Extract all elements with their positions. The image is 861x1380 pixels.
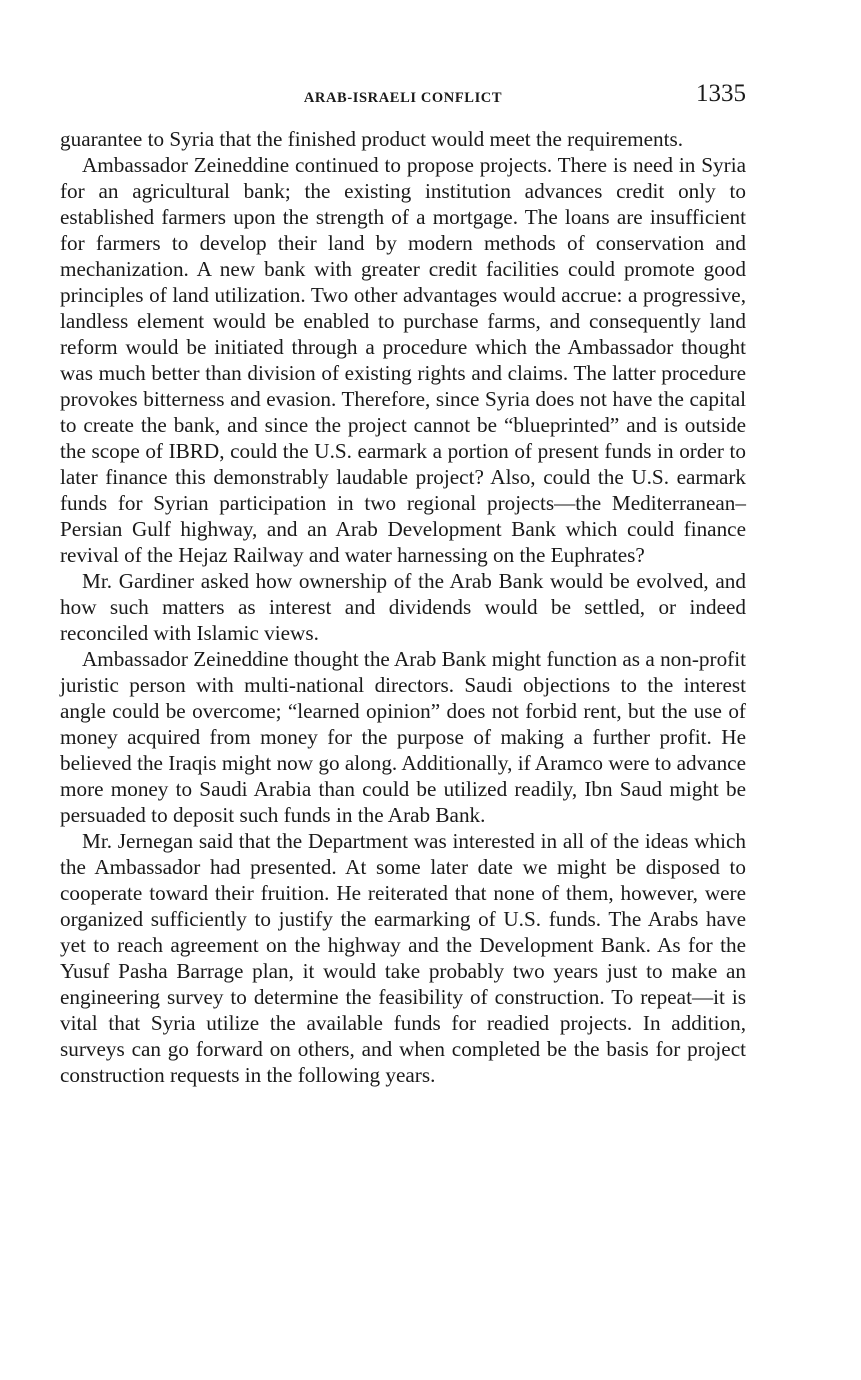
paragraph-arab-bank-function: Ambassador Zeineddine thought the Arab Bank might function as a non-profit juristic person with multi-national directors. Saudi objections to the interest angle could be overcome; “learned opinion” does not forbid rent, but the use of money acquired from money for the purpose of making a further profit. He believed the Iraqis might now go along. Additionally, if Aramco were to advance more money to Saudi Arabia than could be utilized readily, Ibn Saud might be persuaded to deposit such funds in the Arab Bank. [60,647,746,827]
paragraph-continued: guarantee to Syria that the finished product would meet the requirements. [60,127,684,151]
page-number: 1335 [696,80,746,107]
paragraph-agricultural-bank-proposal: Ambassador Zeineddine continued to propose projects. There is need in Syria for an agricultural bank; the existing institution advances credit only to established farmers upon the strength of a mortgage. The loans are insufficient for farmers to develop their land by modern methods of conservation and mechanization. A new bank with greater credit facilities could promote good principles of land utilization. Two other advantages would accrue: a progressive, landless element would be enabled to purchase farms, and consequently land reform would be initiated through a procedure which the Ambassador thought was much better than division of existing rights and claims. The latter procedure provokes bitterness and evasion. Therefore, since Syria does not have the capital to create the bank, and since the project cannot be “blueprinted” and is outside the scope of IBRD, could the U.S. earmark a portion of present funds in order to later finance this demonstrably laudable project? Also, could the U.S. earmark funds for Syrian participation in two regional projects—the Mediterranean–Persian Gulf highway, and an Arab Development Bank which could finance revival of the Hejaz Railway and water harnessing on the Euphrates? [60,153,746,567]
running-title: ARAB-ISRAELI CONFLICT [303,90,503,106]
paragraph-jernegan-response: Mr. Jernegan said that the Department was interested in all of the ideas which the Ambassador had presented. At some later date we might be disposed to cooperate toward their fruition. He reiterated that none of them, however, were organized sufficiently to justify the earmarking of U.S. funds. The Arabs have yet to reach agreement on the highway and the Development Bank. As for the Yusuf Pasha Barrage plan, it would take probably two years just to make an engineering survey to determine the feasibility of construction. To repeat—it is vital that Syria utilize the available funds for readied projects. In addition, surveys can go forward on others, and when completed be the basis for project construction requests in the following years. [60,829,746,1087]
body-text [60,126,746,1088]
running-header [60,78,746,112]
paragraph-gardiner-question: Mr. Gardiner asked how ownership of the Arab Bank would be evolved, and how such matters as interest and dividends would be settled, or indeed reconciled with Islamic views. [60,569,746,645]
